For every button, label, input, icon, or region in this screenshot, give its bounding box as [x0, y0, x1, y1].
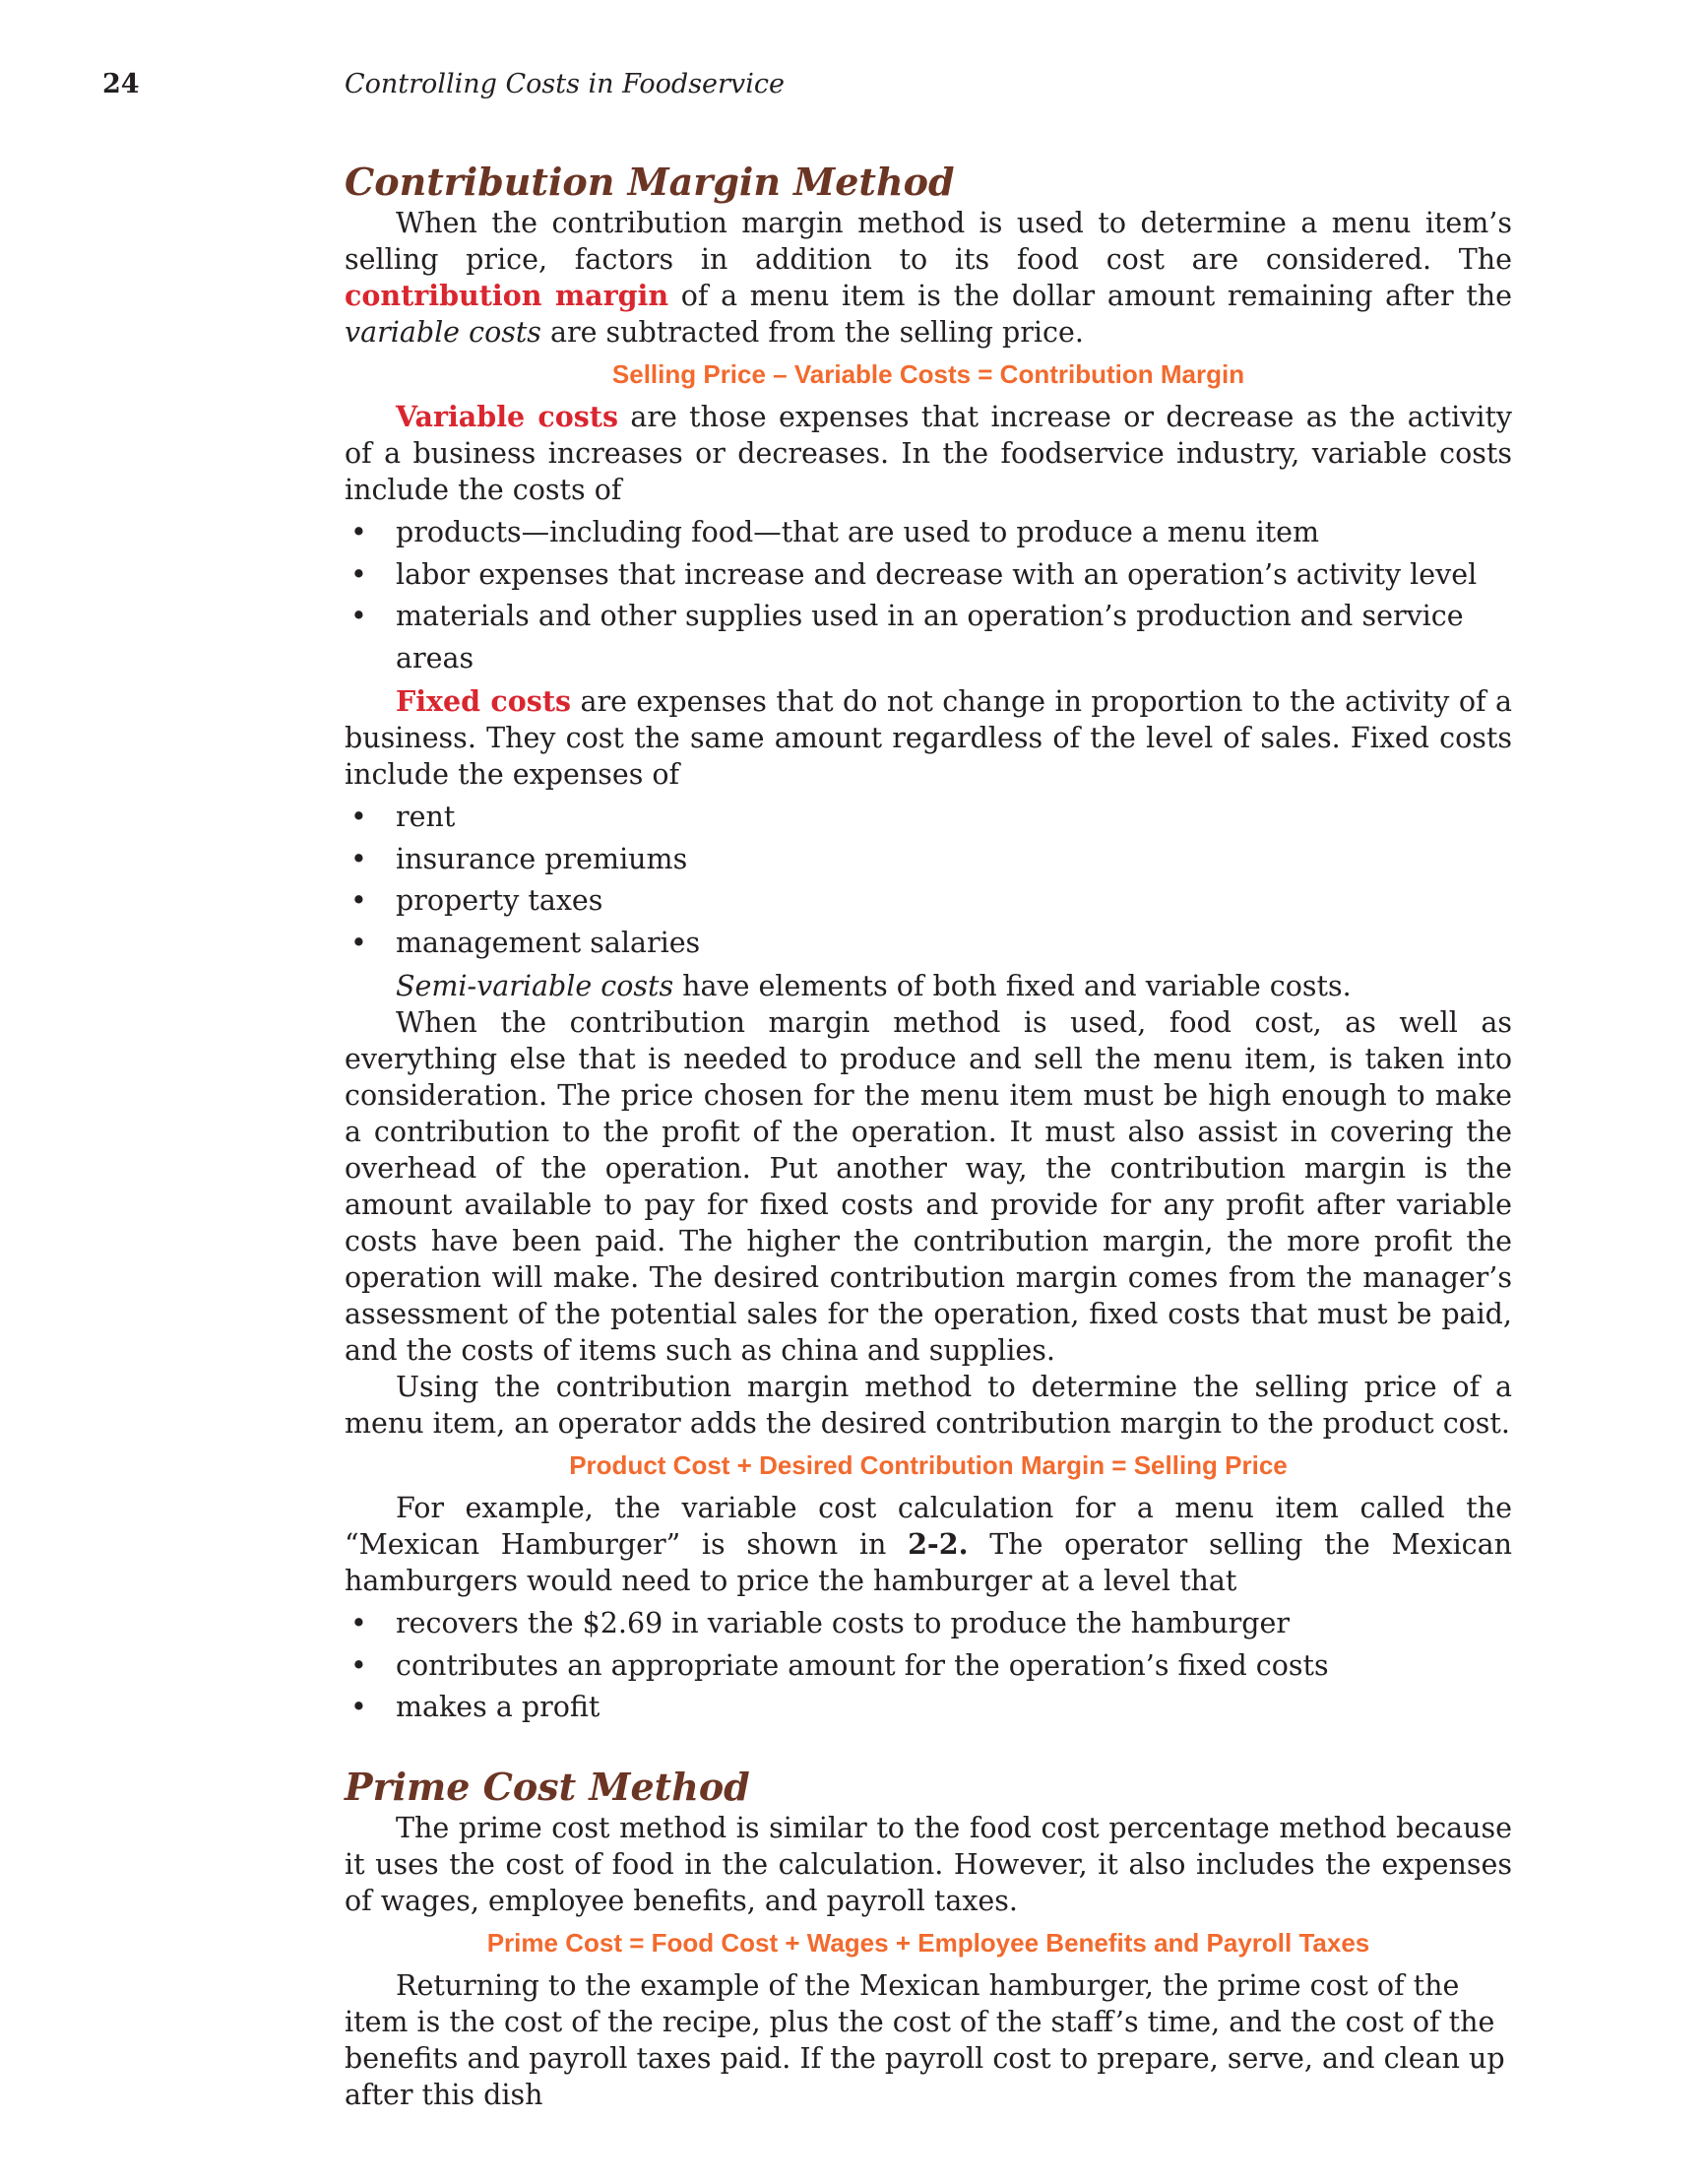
semi-variable-paragraph [345, 968, 1512, 1004]
list-item [345, 512, 1512, 554]
formula-prime-cost: Prime Cost = Food Cost + Wages + Employee Benefits and Payroll Taxes [486, 1927, 1370, 1958]
prime-cost-paragraph: The prime cost method is similar to the food cost percentage method because it uses the cost of food in the calculation. However, it also includes the expenses of wages, employee benefits, and payroll taxes. [345, 1811, 1512, 1917]
term-contribution-margin: contribution margin [345, 279, 669, 312]
bullet-icon: • [350, 557, 367, 591]
bullet-icon: • [350, 600, 367, 632]
running-head: Controlling Costs in Foodservice [345, 69, 785, 99]
list-item-text: contributes an appropriate amount for the operation’s fixed costs [396, 1648, 1329, 1682]
list-item [345, 923, 1512, 965]
list-item-text: property taxes [396, 884, 603, 917]
example-text-b: The operator selling the Mexican hamburgers would need to price the hamburger at a level that [345, 1528, 1512, 1597]
formula-selling-price: Product Cost + Desired Contribution Margin = Selling Price [569, 1450, 1288, 1480]
list-item [345, 596, 1512, 679]
list-item-text: materials and other supplies used in an operation’s production and service areas [396, 600, 1464, 674]
list-item-text: recovers the $2.69 in variable costs to produce the hamburger [396, 1607, 1291, 1639]
list-item [345, 880, 1512, 923]
example-text-a: For example, the variable cost calculation for a menu item called the “Mexican Hamburger” is shown in [345, 1492, 1512, 1561]
bullet-icon: • [350, 1648, 367, 1682]
list-item [345, 797, 1512, 839]
list-item [345, 1687, 1512, 1729]
bullet-icon: • [350, 926, 367, 959]
bullet-icon: • [350, 1607, 367, 1639]
bullet-icon: • [350, 1691, 367, 1723]
prime-cost-example-paragraph: Returning to the example of the Mexican hamburger, the prime cost of the item is the cost of the recipe, plus the cost of the staff’s time, and the cost of the benefits and payroll taxes paid. If the payroll cost to prepare, serve, and clean up after this dish [345, 1968, 1505, 2111]
list-item-text: rent [396, 801, 456, 833]
list-item-text: management salaries [396, 926, 701, 959]
example-paragraph [345, 1490, 1512, 1599]
intro-text-a: When the contribution margin method is used to determine a menu item’s selling price, factors in addition to its food cost are considered. The [345, 207, 1512, 276]
list-item [345, 839, 1512, 881]
semi-variable-text: have elements of both fixed and variable costs. [673, 970, 1352, 1002]
term-fixed-costs: Fixed costs [396, 684, 572, 718]
list-item-text: products—including food—that are used to produce a menu item [396, 516, 1320, 548]
bullet-icon: • [350, 842, 367, 875]
intro-text-c: are subtracted from the selling price. [540, 316, 1084, 349]
figure-reference: 2-2. [908, 1527, 969, 1561]
bullet-icon: • [350, 801, 367, 833]
term-variable-costs: Variable costs [396, 400, 618, 433]
section-heading-prime-cost: Prime Cost Method [345, 1764, 750, 1809]
contribution-explanation-paragraph: When the contribution margin method is used, food cost, as well as everything else that is needed to produce and sell the menu item, is taken into consideration. The price chosen for the menu item must be high enough to make a contribution to the profit of the operation. It must also assist in covering the overhead of the operation. Put another way, the contribution margin is the amount available to pay for fixed costs and provide for any profit after variable costs have been paid. The higher the contribution margin, the more profit the operation will make. The desired contribution margin comes from the manager’s assessment of the potential sales for the operation, fixed costs that must be paid, and the costs of items such as china and supplies. [345, 1006, 1512, 1367]
page-number: 24 [102, 69, 140, 99]
variable-costs-list [345, 512, 1512, 679]
list-item-text: insurance premiums [396, 842, 688, 875]
list-item [345, 1645, 1512, 1688]
list-item [345, 554, 1512, 597]
intro-text-b: of a menu item is the dollar amount remaining after the [668, 280, 1513, 312]
fixed-costs-paragraph [345, 683, 1512, 793]
variable-costs-paragraph [345, 399, 1512, 508]
fixed-costs-text: are expenses that do not change in proportion to the activity of a business. They cost the same amount regardless of the level of sales. Fixed costs include the expenses of [345, 685, 1512, 791]
section-heading-contribution-margin: Contribution Margin Method [345, 160, 955, 204]
italic-variable-costs: variable costs [345, 316, 541, 349]
example-list [345, 1603, 1512, 1729]
using-method-paragraph: Using the contribution margin method to determine the selling price of a menu item, an operator adds the desired contribution margin to the product cost. [345, 1371, 1512, 1440]
intro-paragraph [345, 205, 1512, 351]
fixed-costs-list [345, 797, 1512, 964]
page-body [345, 160, 1512, 2113]
formula-contribution-margin: Selling Price – Variable Costs = Contribution Margin [611, 359, 1245, 389]
page-header [0, 69, 1706, 108]
list-item-text: makes a profit [396, 1691, 600, 1723]
bullet-icon: • [350, 884, 367, 917]
list-item [345, 1603, 1512, 1645]
variable-costs-text: are those expenses that increase or decrease as the activity of a business increases or decreases. In the foodservice industry, variable costs include the costs of [345, 401, 1513, 506]
italic-semi-variable-costs: Semi-variable costs [396, 970, 674, 1002]
bullet-icon: • [350, 516, 367, 548]
list-item-text: labor expenses that increase and decrease with an operation’s activity level [396, 557, 1478, 591]
